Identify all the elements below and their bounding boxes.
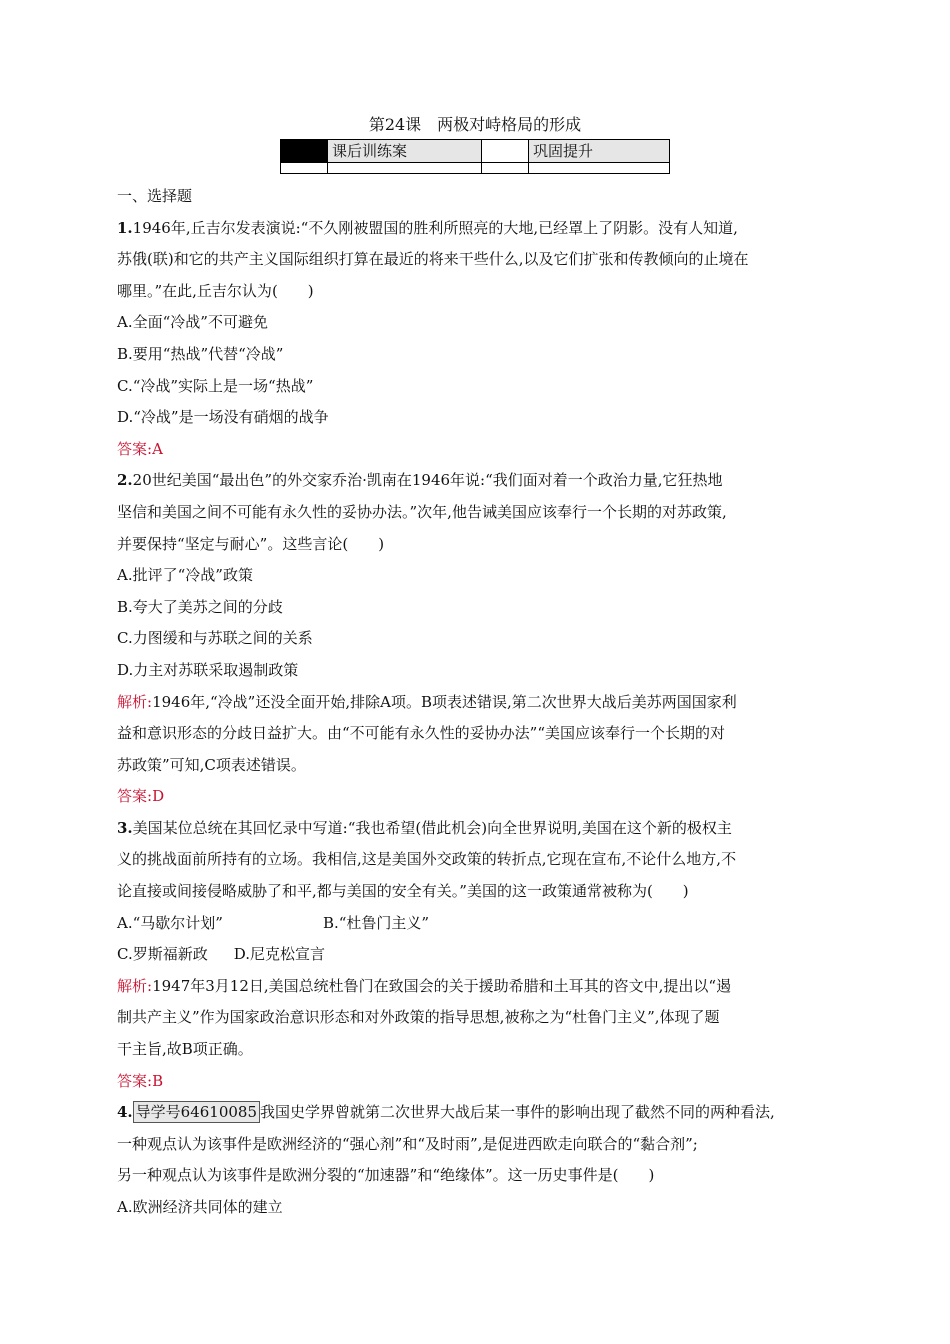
question-text: 一种观点认为该事件是欧洲经济的“强心剂”和“及时雨”,是促进西欧走向联合的“黏合剂”; [117,1134,698,1153]
answer-label: 答案: [117,787,153,806]
question-number: 1. [117,218,133,237]
option-a: A.欧洲经济共同体的建立 [117,1198,283,1216]
question-line [117,213,837,245]
answer-value: B [152,1071,164,1090]
header-cell-homework: 课后训练案 [328,140,482,163]
section-heading: 一、选择题 [117,187,193,205]
analysis-text: 苏政策”可知,C项表述错误。 [117,755,306,774]
analysis-text: 干主旨,故B项正确。 [117,1040,253,1059]
analysis-text: 益和意识形态的分歧日益扩大。由“不可能有永久性的妥协办法”“美国应该奉行一个长期的对 [117,724,726,743]
answer-line [117,781,837,813]
analysis-label: 解析: [117,692,153,711]
option-b: B.夸大了美苏之间的分歧 [117,597,283,616]
analysis-text: 1946年,“冷战”还没全面开始,排除A项。B项表述错误,第二次世界大战后美苏两国国家利 [152,692,737,711]
option-b: B.要用“热战”代替“冷战” [117,344,284,363]
analysis-text: 1947年3月12日,美国总统杜鲁门在致国会的关于援助希腊和土耳其的咨文中,提出以“遏 [152,976,732,995]
question-number: 2. [117,471,133,490]
guide-number-tag[interactable]: 导学号64610085 [133,1101,260,1123]
analysis-label: 解析: [117,976,153,995]
option-c: C.“冷战”实际上是一场“热战” [117,376,314,395]
header-table [280,139,670,174]
question-content [117,181,837,1224]
question-line [117,465,837,497]
question-text: 美国某位总统在其回忆录中写道:“我也希望(借此机会)向全世界说明,美国在这个新的极权主 [132,818,732,837]
option-row [117,908,837,940]
answer-line [117,434,837,466]
header-cell-black [281,140,328,163]
header-cell-blank [482,163,529,174]
analysis-line [117,971,837,1003]
option-row [117,939,837,971]
header-cell-consolidate: 巩固提升 [529,140,670,163]
question-text: 哪里。”在此,丘吉尔认为( ) [117,281,314,300]
option-a: A.“马歇尔计划” [117,913,223,932]
option-d: D.“冷战”是一场没有硝烟的战争 [117,408,329,427]
answer-value: A [152,439,163,458]
question-number: 4. [117,1103,133,1122]
option-b: B.“杜鲁门主义” [322,913,430,932]
question-line [117,813,837,845]
analysis-text: 制共产主义”作为国家政治意识形态和对外政策的指导思想,被称之为“杜鲁门主义”,体现了题 [117,1008,720,1027]
analysis-line [117,687,837,719]
question-number: 3. [117,818,133,837]
header-cell-blank [281,163,328,174]
header-cell-blank [328,163,482,174]
question-text: 另一种观点认为该事件是欧洲分裂的“加速器”和“绝缘体”。这一历史事件是( ) [117,1166,655,1185]
question-text: 我国史学界曾就第二次世界大战后某一事件的影响出现了截然不同的两种看法, [260,1103,775,1122]
question-text: 论直接或间接侵略威胁了和平,都与美国的安全有关。”美国的这一政策通常被称为( ) [117,882,689,901]
option-a: A.批评了“冷战”政策 [117,566,253,585]
lesson-title: 第24课 两极对峙格局的形成 [368,115,582,134]
question-text: 义的挑战面前所持有的立场。我相信,这是美国外交政策的转折点,它现在宣布,不论什么地方,不 [117,850,737,869]
header-cell-blank [482,140,529,163]
option-d: D.尼克松宣言 [233,945,325,964]
answer-value: D [152,787,165,806]
option-c: C.罗斯福新政 [117,945,208,964]
question-text: 坚信和美国之间不可能有永久性的妥协办法。”次年,他告诫美国应该奉行一个长期的对苏政策, [117,502,727,521]
answer-label: 答案: [117,1071,153,1090]
answer-label: 答案: [117,439,153,458]
question-text: 并要保持“坚定与耐心”。这些言论( ) [117,534,385,553]
question-text: 20世纪美国“最出色”的外交家乔治·凯南在1946年说:“我们面对着一个政治力量,它狂热地 [132,471,723,490]
question-text: 1946年,丘吉尔发表演说:“不久刚被盟国的胜利所照亮的大地,已经罩上了阴影。没有人知道, [132,218,738,237]
question-line [117,1097,837,1129]
option-d: D.力主对苏联采取遏制政策 [117,660,299,679]
option-a: A.全面“冷战”不可避免 [117,313,268,332]
answer-line [117,1066,837,1098]
header-cell-blank [529,163,670,174]
option-c: C.力图缓和与苏联之间的关系 [117,629,313,648]
question-text: 苏俄(联)和它的共产主义国际组织打算在最近的将来干些什么,以及它们扩张和传教倾向的止境在 [117,250,749,269]
